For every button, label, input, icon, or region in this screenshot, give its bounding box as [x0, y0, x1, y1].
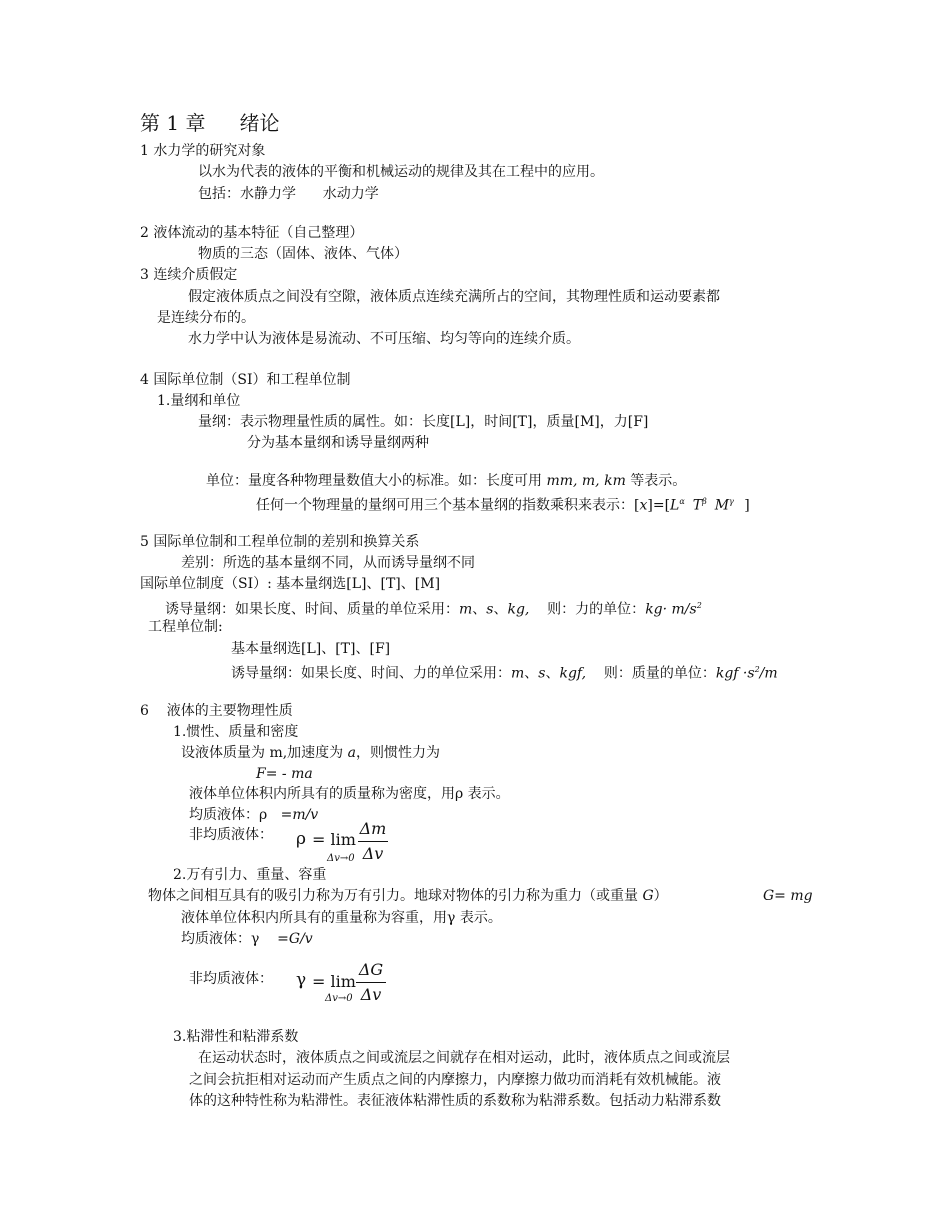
unit-s-2: s: [538, 665, 546, 682]
bracket-close: ]: [739, 497, 750, 514]
density-line: 液体单位体积内所具有的质量称为密度，用ρ 表示。: [189, 786, 510, 802]
gravity-close: ）: [653, 888, 668, 904]
inertia-end: ，则惯性力为: [356, 745, 440, 761]
si-line: 国际单位制度（SI）: 基本量纲选[L]、[T]、[M]: [140, 576, 441, 592]
eng-mass-label: 则：质量的单位：: [586, 665, 716, 682]
section-1-line-1: 以水为代表的液体的平衡和机械运动的规律及其在工程中的应用。: [198, 164, 604, 180]
eng-derived-text: 诱导量纲：如果长度、时间、力的单位采用：: [231, 665, 511, 682]
section-4-heading: 4 国际单位制（SI）和工程单位制: [140, 372, 351, 388]
section-6-sub-1: 1.惯性、质量和密度: [173, 724, 299, 740]
specific-weight-line: 液体单位体积内所具有的重量称为容重，用γ 表示。: [181, 910, 502, 926]
sep-2: 、: [493, 601, 508, 618]
eng-mass-unit-end: /m: [759, 665, 778, 682]
viscosity-line-2: 之间会抗拒相对运动而产生质点之间的内摩擦力，内摩擦力做功而消耗有效机械能。液: [189, 1072, 721, 1088]
unit-kgf: kgf,: [559, 665, 587, 682]
inertia-text: 设液体质量为 m,加速度为: [181, 745, 348, 761]
chapter-number: 第 1 章: [140, 111, 206, 135]
unit-examples: mm, m, km: [546, 473, 626, 489]
homog2-value: G/v: [288, 931, 313, 947]
gamma-symbol: γ: [296, 970, 307, 990]
section-1-line-2: 包括：水静力学 水动力学: [198, 186, 379, 202]
denominator-dv-2: Δv: [360, 985, 382, 1004]
unit-kg: kg,: [507, 601, 530, 618]
chapter-name: 绪论: [239, 111, 280, 135]
dimension-line-2: 分为基本量纲和诱导量纲两种: [247, 435, 429, 451]
exp-alpha: α: [679, 497, 685, 506]
eng-mass-exp: 2: [754, 665, 760, 674]
lim-subscript: Δv→0: [327, 853, 355, 864]
fraction-bar: [358, 841, 388, 842]
sep-4: 、: [545, 665, 560, 682]
rho-symbol: ρ: [296, 829, 306, 849]
section-3-heading: 3 连续介质假定: [140, 267, 238, 283]
sep-3: 、: [524, 665, 539, 682]
nonhomog-density-label: 非均质液体：: [189, 827, 273, 843]
exp-beta: β: [702, 497, 707, 506]
unit-line-1-text: 单位：量度各种物理量数值大小的标准。如：长度可用: [206, 473, 547, 489]
unit-line-1: [206, 472, 686, 490]
var-a: a: [347, 745, 356, 761]
var-x: x: [639, 497, 648, 514]
si-force-exp: 2: [696, 601, 702, 610]
chapter-title: [140, 110, 279, 136]
si-derived-text: 诱导量纲：如果长度、时间、质量的单位采用：: [165, 601, 459, 618]
numerator-dm: Δm: [359, 819, 387, 838]
section-2-line-1: 物质的三态（固体、液体、气体）: [198, 246, 408, 262]
lim-operator-2: = lim: [312, 972, 356, 991]
gravity-formula: G= mg: [763, 888, 813, 904]
si-force-label: 则：力的单位：: [529, 601, 646, 618]
si-derived-line: [165, 597, 702, 619]
difference-line: 差别：所选的基本量纲不同，从而诱导量纲不同: [181, 555, 475, 571]
homogeneous-specific-weight: [181, 930, 313, 948]
gravity-line: [148, 887, 668, 905]
viscosity-line-3: 体的这种特性称为粘滞性。表征液体粘滞性质的系数称为粘滞系数。包括动力粘滞系数: [189, 1093, 721, 1109]
engineering-line: 工程单位制:: [148, 619, 223, 635]
eng-mass-unit: kgf ·s: [715, 665, 755, 682]
section-4-sub-1: 1.量纲和单位: [157, 393, 241, 409]
unit-line-2-text: 任何一个物理量的量纲可用三个基本量纲的指数乘积来表示：[: [256, 497, 640, 514]
engineering-derived-line: [231, 661, 778, 683]
unit-m: m: [459, 601, 473, 618]
denominator-dv: Δv: [362, 844, 384, 863]
section-5-heading: 5 国际单位制和工程单位制的差别和换算关系: [140, 534, 420, 550]
lim-subscript-2: Δv→0: [325, 993, 353, 1004]
unit-line-2: [256, 493, 750, 515]
gravity-text: 物体之间相互具有的吸引力称为万有引力。地球对物体的引力称为重力（或重量: [148, 888, 643, 904]
section-3-line-3: 水力学中认为液体是易流动、不可压缩、均匀等向的连续介质。: [188, 331, 580, 347]
dim-T: T: [692, 497, 703, 514]
viscosity-line-1: 在运动状态时，液体质点之间或流层之间就存在相对运动，此时，液体质点之间或流层: [198, 1050, 730, 1066]
section-2-heading: 2 液体流动的基本特征（自己整理）: [140, 225, 364, 241]
exp-gamma: γ: [729, 497, 734, 506]
unit-line-1-end: 等表示。: [625, 473, 687, 489]
sep-1: 、: [472, 601, 487, 618]
numerator-dG: ΔG: [358, 960, 384, 979]
dim-L: L: [670, 497, 680, 514]
dim-M: M: [714, 497, 730, 514]
density-limit-formula: [296, 816, 396, 868]
nonhomog-specific-weight-label: 非均质液体：: [189, 971, 273, 987]
specific-weight-limit-formula: [296, 958, 396, 1010]
section-1-heading: 1 水力学的研究对象: [140, 143, 266, 159]
var-G: G: [642, 888, 654, 904]
homog-label: 均质液体：ρ =: [189, 807, 293, 823]
homog2-label: 均质液体：γ =: [181, 931, 289, 947]
dimension-line-1: 量纲：表示物理量性质的属性。如：长度[L]，时间[T]，质量[M]，力[F]: [198, 414, 649, 430]
inertia-formula: F= - ma: [256, 766, 313, 782]
lim-operator: = lim: [312, 830, 356, 849]
section-3-line-1: 假定液体质点之间没有空隙，液体质点连续充满所占的空间，其物理性质和运动要素都: [188, 289, 720, 305]
unit-s: s: [486, 601, 494, 618]
section-6-sub-3: 3.粘滞性和粘滞系数: [173, 1029, 299, 1045]
bracket-eq: ]=[: [647, 497, 671, 514]
section-6-sub-2: 2.万有引力、重量、容重: [173, 867, 327, 883]
homog-value: m/v: [292, 807, 319, 823]
unit-m-2: m: [511, 665, 525, 682]
section-3-line-2: 是连续分布的。: [157, 310, 255, 326]
inertia-line: [181, 744, 440, 762]
fraction-bar-2: [356, 982, 386, 983]
si-force-unit: kg· m/s: [645, 601, 697, 618]
section-6-heading: 6 液体的主要物理性质: [140, 703, 293, 719]
engineering-base-line: 基本量纲选[L]、[T]、[F]: [231, 641, 391, 657]
